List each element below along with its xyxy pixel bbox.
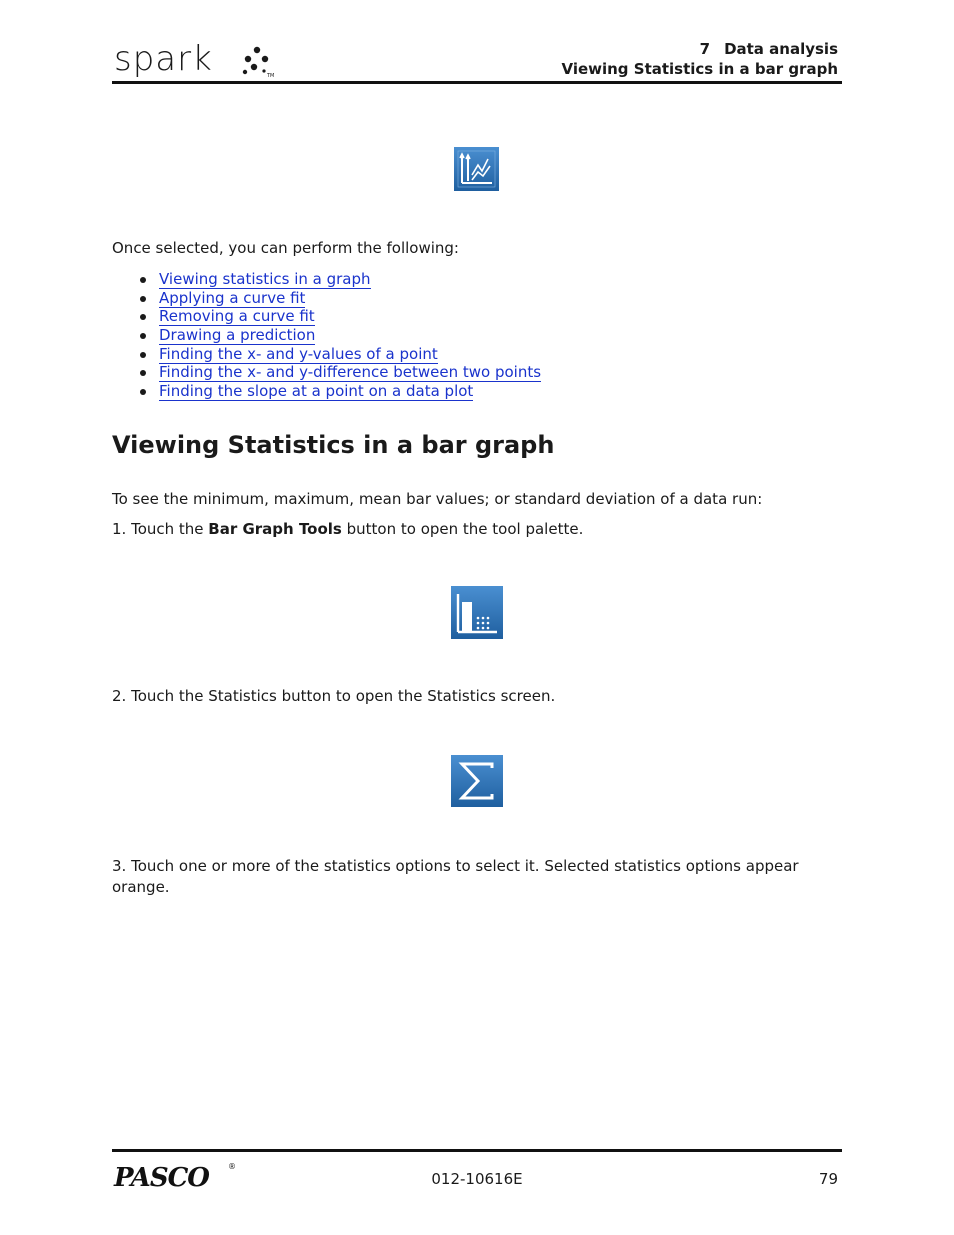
list-item xyxy=(112,270,541,289)
bullet xyxy=(140,333,146,339)
footer-rule xyxy=(112,1149,842,1152)
spark-dots-icon xyxy=(240,44,280,80)
bar-graph-tools-icon[interactable] xyxy=(451,586,503,639)
document-number: 012-10616E xyxy=(431,1170,523,1188)
registered-mark: ® xyxy=(228,1162,236,1171)
bullet xyxy=(140,314,146,320)
section-heading: Viewing Statistics in a bar graph xyxy=(112,431,555,459)
list-item xyxy=(112,363,541,382)
chapter-number: 7 xyxy=(699,40,711,58)
list-item xyxy=(112,345,541,364)
intro-text: Once selected, you can perform the following: xyxy=(112,239,459,257)
feature-link-list xyxy=(112,270,541,401)
step-2: 2. Touch the Statistics button to open the Statistics screen. xyxy=(112,687,556,705)
list-item xyxy=(112,382,541,401)
svg-text:TM: TM xyxy=(267,73,275,79)
step-1-suffix: button to open the tool palette. xyxy=(341,520,584,538)
sigma-icon[interactable] xyxy=(451,755,503,807)
step-3-line-1: 3. Touch one or more of the statistics options to select it. Selected statistics options appear xyxy=(112,857,799,875)
link-viewing-statistics[interactable]: Viewing statistics in a graph xyxy=(159,270,371,288)
list-item xyxy=(112,326,541,345)
step-1-prefix: 1. Touch the xyxy=(112,520,209,538)
section-lead: To see the minimum, maximum, mean bar values; or standard deviation of a data run: xyxy=(112,490,763,508)
chapter-title: Data analysis xyxy=(724,40,838,58)
link-drawing-prediction[interactable]: Drawing a prediction xyxy=(159,326,316,345)
page-number: 79 xyxy=(818,1170,838,1188)
header-rule xyxy=(112,81,842,84)
bullet xyxy=(140,352,146,358)
link-applying-curve-fit[interactable]: Applying a curve fit xyxy=(159,288,306,307)
link-finding-xy-difference[interactable]: Finding the x- and y-difference between two points xyxy=(159,363,542,382)
bullet xyxy=(140,296,146,302)
bullet xyxy=(140,389,146,395)
list-item xyxy=(112,307,541,326)
spark-logo-text: spark xyxy=(114,39,213,79)
section-running-title: Viewing Statistics in a bar graph xyxy=(561,60,838,78)
link-finding-slope[interactable]: Finding the slope at a point on a data plot xyxy=(159,382,474,401)
pasco-logo-text: PASCO xyxy=(114,1163,209,1193)
link-finding-xy-values[interactable]: Finding the x- and y-values of a point xyxy=(159,344,438,363)
step-1 xyxy=(112,519,583,539)
link-removing-curve-fit[interactable]: Removing a curve fit xyxy=(159,307,315,326)
list-item xyxy=(112,289,541,308)
spark-logo xyxy=(114,39,275,79)
step-1-bold: Bar Graph Tools xyxy=(208,520,342,538)
step-3-line-2: orange. xyxy=(112,878,170,896)
page-header xyxy=(112,38,842,84)
running-header xyxy=(561,39,838,79)
bullet xyxy=(140,277,146,283)
bullet xyxy=(140,370,146,376)
graph-tools-icon[interactable] xyxy=(454,147,499,191)
